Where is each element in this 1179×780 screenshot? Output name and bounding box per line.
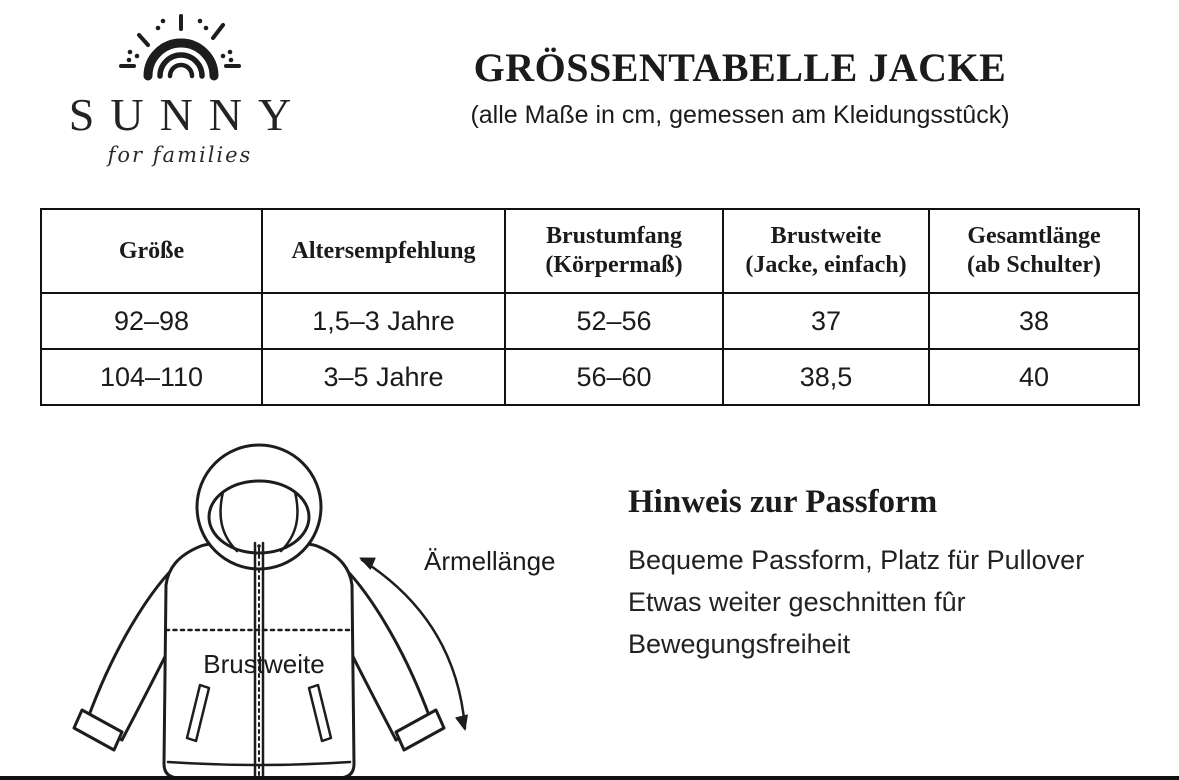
table-header-row [41, 209, 1139, 293]
column-header-groesse: Größe [41, 209, 262, 293]
size-table [40, 208, 1140, 406]
table-cell: 38,5 [723, 349, 929, 405]
table-cell: 56–60 [505, 349, 723, 405]
page-subtitle: (alle Maße in cm, gemessen am Kleidungsstûck) [470, 101, 1010, 129]
fit-note-line: Bequeme Passform, Platz für Pullover [628, 545, 1085, 575]
column-header-altersempfehlung: Altersempfehlung [262, 209, 505, 293]
fit-note-line: Etwas weiter geschnitten fûr [628, 587, 966, 617]
table-cell: 40 [929, 349, 1139, 405]
sun-rainbow-icon [118, 10, 242, 88]
column-header-brustweite: Brustweite (Jacke, einfach) [723, 209, 929, 293]
table-cell: 104–110 [41, 349, 262, 405]
sleeve-length-label: Ärmellänge [424, 546, 556, 576]
fit-note-heading: Hinweis zur Passform [628, 484, 938, 520]
table-cell: 52–56 [505, 293, 723, 349]
fit-note-body [628, 539, 1168, 665]
fit-note [628, 484, 1168, 665]
column-header-gesamtlaenge: Gesamtlänge (ab Schulter) [929, 209, 1139, 293]
fit-note-line: Bewegungsfreiheit [628, 629, 851, 659]
brand-name: SUNNY [68, 89, 308, 140]
title-block [370, 44, 1110, 130]
brand-tagline: for families [107, 142, 253, 167]
jacket-diagram [70, 440, 500, 780]
brand-logo [40, 10, 320, 167]
page-title: GRÖSSENTABELLE JACKE [473, 45, 1007, 90]
table-cell: 1,5–3 Jahre [262, 293, 505, 349]
chest-width-label: Brustweite [203, 649, 325, 679]
bottom-border-line [0, 776, 1179, 780]
column-header-brustumfang: Brustumfang (Körpermaß) [505, 209, 723, 293]
table-row [41, 349, 1139, 405]
table-cell: 3–5 Jahre [262, 349, 505, 405]
table-row [41, 293, 1139, 349]
table-cell: 37 [723, 293, 929, 349]
table-cell: 38 [929, 293, 1139, 349]
table-cell: 92–98 [41, 293, 262, 349]
